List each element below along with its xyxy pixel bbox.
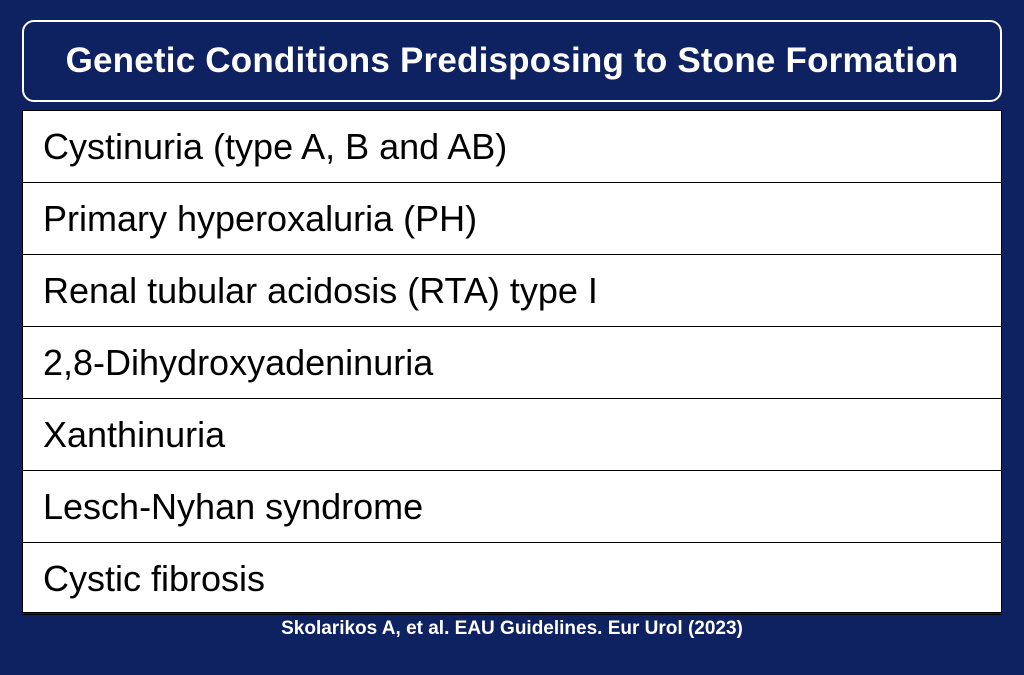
table-row <box>23 255 1001 327</box>
conditions-table <box>23 111 1001 623</box>
table-cell-condition: Cystic fibrosis <box>23 543 1001 615</box>
table-body <box>23 111 1001 623</box>
table-cell-condition: Xanthinuria <box>23 399 1001 471</box>
page-title: Genetic Conditions Predisposing to Stone Formation <box>65 40 959 80</box>
table-cell-condition: 2,8-Dihydroxyadeninuria <box>23 327 1001 399</box>
citation-text: Skolarikos A, et al. EAU Guidelines. Eur Urol (2023) <box>281 618 743 639</box>
table-row <box>23 543 1001 615</box>
table-row <box>23 327 1001 399</box>
table-cell-condition: Primary hyperoxaluria (PH) <box>23 183 1001 255</box>
table-cell-condition: Cystinuria (type A, B and AB) <box>23 111 1001 183</box>
table-row <box>23 111 1001 183</box>
conditions-table-container <box>22 110 1002 613</box>
table-cell-condition: Renal tubular acidosis (RTA) type I <box>23 255 1001 327</box>
title-box <box>22 20 1002 102</box>
table-row <box>23 471 1001 543</box>
table-row <box>23 183 1001 255</box>
table-row <box>23 399 1001 471</box>
table-cell-condition: Lesch-Nyhan syndrome <box>23 471 1001 543</box>
